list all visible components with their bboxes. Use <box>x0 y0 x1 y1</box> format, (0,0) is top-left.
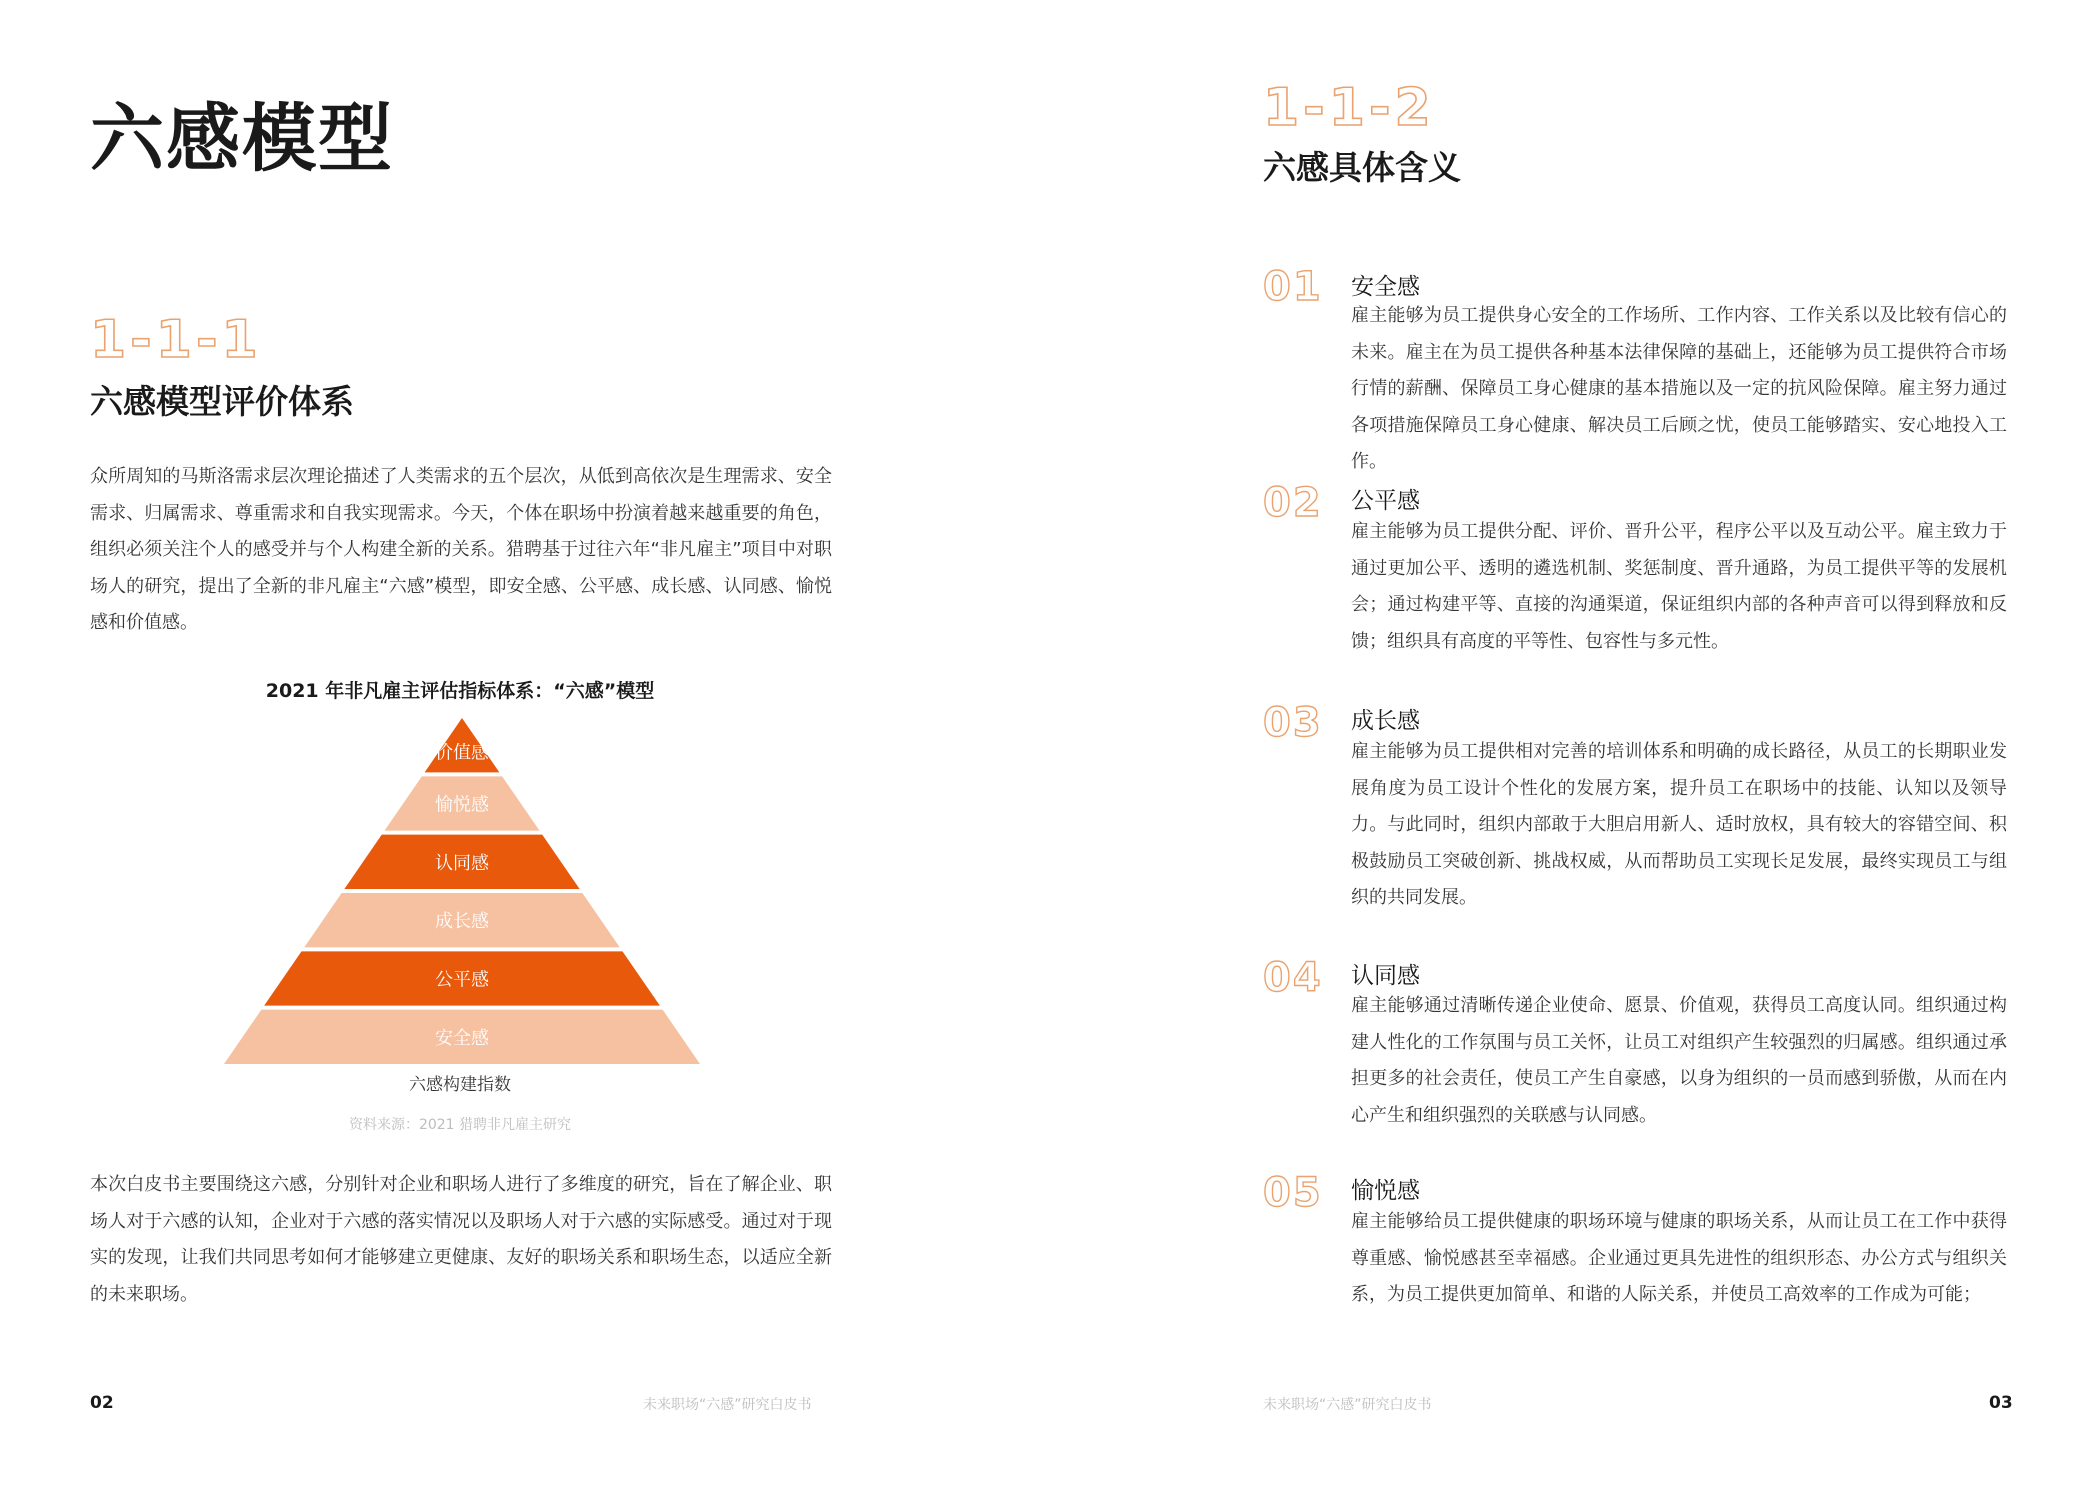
item-number: 03 <box>1263 700 1323 746</box>
pyramid-layer-label: 公平感 <box>435 969 489 991</box>
section-number: 1-1-2 <box>1263 78 1435 138</box>
section-number: 1-1-1 <box>90 310 262 370</box>
item-title: 愉悦感 <box>1351 1178 1420 1204</box>
item-number: 05 <box>1263 1170 1323 1216</box>
right-page <box>1049 0 2098 1491</box>
pyramid-layer-label: 成长感 <box>435 911 489 933</box>
item-title: 认同感 <box>1351 963 1420 989</box>
item-number: 02 <box>1263 480 1323 526</box>
figure-title: 2021 年非凡雇主评估指标体系：“六感”模型 <box>265 680 655 702</box>
item-title: 安全感 <box>1351 274 1420 300</box>
item-number: 01 <box>1263 264 1323 310</box>
pyramid-layer-label: 认同感 <box>435 852 489 874</box>
pyramid-layer-label: 愉悦感 <box>435 794 489 816</box>
item-text: 雇主能够为员工提供身心安全的工作场所、工作内容、工作关系以及比较有信心的未来。雇主在为员工提供各种基本法律保障的基础上，还能够为员工提供符合市场行情的薪酬、保障员工身心健康的基本措施以及一定的抗风险保障。雇主努力通过各项措施保障员工身心健康、解决员工后顾之忧，使员工能够踏实、安心地投入工作。 <box>1351 305 2007 472</box>
page-number: 03 <box>1989 1393 2013 1413</box>
pyramid-caption: 六感构建指数 <box>409 1075 511 1095</box>
item-text: 雇主能够为员工提供分配、评价、晋升公平，程序公平以及互动公平。雇主致力于通过更加公平、透明的遴选机制、奖惩制度、晋升通路，为员工提供平等的发展机会；通过构建平等、直接的沟通渠道，保证组织内部的各种声音可以得到释放和反馈；组织具有高度的平等性、包容性与多元性。 <box>1351 521 2007 652</box>
closing-paragraph: 本次白皮书主要围绕这六感，分别针对企业和职场人进行了多维度的研究，旨在了解企业、职场人对于六感的认知，企业对于六感的落实情况以及职场人对于六感的实际感受。通过对于现实的发现，让我们共同思考如何才能够建立更健康、友好的职场关系和职场生态，以适应全新的未来职场。 <box>90 1174 832 1305</box>
pyramid-layer-label: 安全感 <box>435 1027 489 1049</box>
footer-book-title: 未来职场“六感”研究白皮书 <box>643 1397 812 1413</box>
item-text: 雇主能够为员工提供相对完善的培训体系和明确的成长路径，从员工的长期职业发展角度为员工设计个性化的发展方案，提升员工在职场中的技能、认知以及领导力。与此同时，组织内部敢于大胆启用新人、适时放权，具有较大的容错空间、积极鼓励员工突破创新、挑战权威，从而帮助员工实现长足发展，最终实现员工与组织的共同发展。 <box>1351 741 2007 908</box>
figure-source: 资料来源：2021 猎聘非凡雇主研究 <box>348 1117 572 1133</box>
item-text: 雇主能够通过清晰传递企业使命、愿景、价值观，获得员工高度认同。组织通过构建人性化的工作氛围与员工关怀，让员工对组织产生较强烈的归属感。组织通过承担更多的社会责任，使员工产生自豪感，以身为组织的一员而感到骄傲，从而在内心产生和组织强烈的关联感与认同感。 <box>1351 995 2007 1126</box>
item-title: 公平感 <box>1351 488 1420 514</box>
page-title: 六感模型 <box>90 96 394 182</box>
item-text: 雇主能够给员工提供健康的职场环境与健康的职场关系，从而让员工在工作中获得尊重感、愉悦感甚至幸福感。企业通过更具先进性的组织形态、办公方式与组织关系，为员工提供更加简单、和谐的人际关系，并使员工高效率的工作成为可能； <box>1351 1211 2007 1305</box>
footer-book-title: 未来职场“六感”研究白皮书 <box>1263 1397 1432 1413</box>
intro-paragraph: 众所周知的马斯洛需求层次理论描述了人类需求的五个层次，从低到高依次是生理需求、安全需求、归属需求、尊重需求和自我实现需求。今天，个体在职场中扮演着越来越重要的角色，组织必须关注个人的感受并与个人构建全新的关系。猎聘基于过往六年“非凡雇主”项目中对职场人的研究，提出了全新的非凡雇主“六感”模型，即安全感、公平感、成长感、认同感、愉悦感和价值感。 <box>90 466 832 633</box>
pyramid-layer-label: 价值感 <box>435 742 489 764</box>
section-title: 六感具体含义 <box>1263 148 1461 187</box>
page-number: 02 <box>90 1393 114 1413</box>
item-title: 成长感 <box>1351 708 1420 734</box>
item-number: 04 <box>1263 955 1323 1001</box>
section-title: 六感模型评价体系 <box>90 382 354 421</box>
